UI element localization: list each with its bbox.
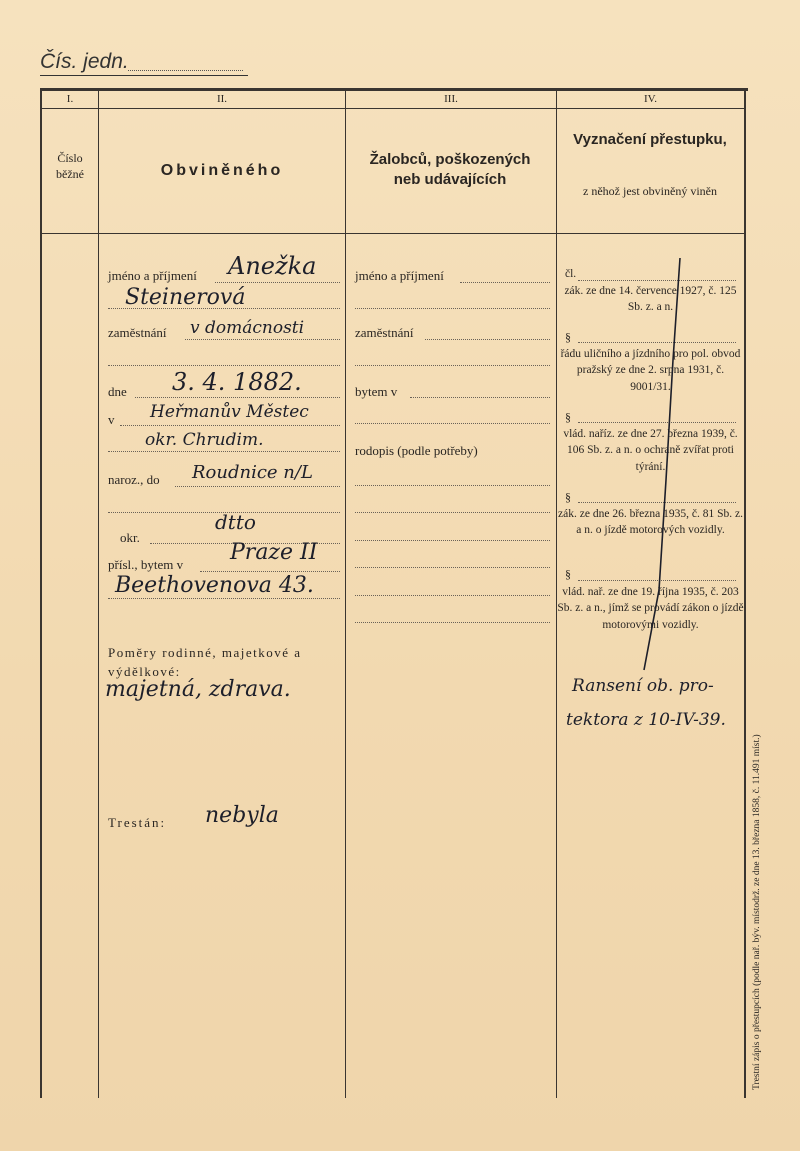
okr-label: okr. — [120, 530, 140, 545]
zamestnani-label: zaměstnání — [108, 325, 167, 340]
law-5: vlád. nař. ze dne 19. října 1935, č. 203 Sb. z. a n., jímž se provádí zákon o jízdě motorovými vozidly. — [557, 586, 744, 631]
para-4: § — [565, 567, 571, 581]
prisl-value: Praze II — [230, 540, 318, 565]
v-value-2: okr. Chrudim. — [145, 430, 264, 450]
rodopis-field-2[interactable] — [355, 512, 550, 513]
col-border-left — [40, 88, 42, 1098]
col-border-2 — [345, 88, 346, 1098]
zalobce-jmeno-label: jméno a příjmení — [355, 268, 444, 283]
zalobce-zamestnani-label: zaměstnání — [355, 325, 414, 340]
trestan-value: nebyla — [205, 803, 279, 828]
cis-jedn-underline — [40, 75, 248, 76]
dne-label: dne — [108, 384, 127, 399]
naroz-label: naroz., do — [108, 472, 160, 487]
header-vyznaceni: Vyznačení přestupku, — [573, 131, 727, 148]
prisl-label: přísl., bytem v — [108, 557, 184, 572]
header-bottom-border — [40, 233, 746, 234]
col-border-1 — [98, 88, 99, 1098]
cis-jedn-field[interactable] — [128, 70, 243, 71]
law-3: vlád. naříz. ze dne 27. března 1939, č. 106 Sb. z. a n. o ochraně zvířat proti týrání. — [563, 428, 738, 473]
cl-label: čl. — [565, 268, 577, 280]
zamestnani-field-2[interactable] — [108, 365, 340, 366]
rodopis-label: rodopis (podle potřeby) — [355, 443, 478, 458]
header-obvineneho: Obviněného — [160, 162, 284, 179]
rodopis-field-4[interactable] — [355, 567, 550, 568]
dne-value: 3. 4. 1882. — [172, 368, 302, 396]
prisl-field[interactable] — [200, 571, 340, 572]
roman-2: II. — [216, 93, 228, 105]
rodopis-field-5[interactable] — [355, 595, 550, 596]
adresa-value: Beethovenova 43. — [115, 573, 314, 598]
naroz-value: Roudnice n/L — [192, 462, 313, 483]
zalobce-jmeno-field[interactable] — [460, 282, 550, 283]
rodopis-field-6[interactable] — [355, 622, 550, 623]
law-2: řádu uličního a jízdního pro pol. obvod pražský ze dne 2. srpna 1931, č. 9001/31. — [560, 348, 741, 393]
para-2: § — [565, 410, 571, 424]
zalobce-jmeno-field-2[interactable] — [355, 308, 550, 309]
adresa-field[interactable] — [108, 598, 340, 599]
jmeno-value-2: Steinerová — [125, 285, 246, 310]
jmeno-field[interactable] — [215, 282, 340, 283]
note-line-2: tektora z 10-IV-39. — [566, 710, 726, 730]
rodopis-field-3[interactable] — [355, 540, 550, 541]
v-field[interactable] — [120, 425, 340, 426]
v-value-1: Heřmanův Městec — [150, 402, 309, 422]
roman-row-divider — [40, 108, 746, 109]
zamestnani-field[interactable] — [185, 339, 340, 340]
zalobce-zamestnani-field-2[interactable] — [355, 365, 550, 366]
zalobce-bytem-label: bytem v — [355, 384, 398, 399]
strike-mark — [556, 250, 746, 680]
roman-3: III. — [444, 93, 458, 105]
trestan-label: Trestán: — [108, 815, 167, 830]
v-field-2[interactable] — [108, 451, 340, 452]
para-1: § — [565, 330, 571, 344]
table-top-border — [40, 88, 748, 91]
side-form-caption: Trestní zápis o přestupcích (podle nař. býv. místodrž. ze dne 13. března 1858, č. 11.491 míst.) — [752, 734, 762, 1090]
naroz-field[interactable] — [175, 486, 340, 487]
jmeno-value-1: Anežka — [228, 252, 317, 280]
header-zalobcu: Žalobců, poškozených neb udávajících — [369, 151, 531, 189]
law-1: zák. ze dne 14. července 1927, č. 125 Sb. z. a n. — [564, 285, 737, 314]
zalobce-bytem-field-2[interactable] — [355, 423, 550, 424]
law-4: zák. ze dne 26. března 1935, č. 81 Sb. z. a n. o jízdě motorových vozidly. — [558, 508, 743, 537]
okr-value: dtto — [215, 510, 256, 534]
roman-4: IV. — [644, 93, 657, 105]
header-vyznaceni-sub: z něhož jest obviněný viněn — [583, 184, 717, 198]
v-label: v — [108, 412, 115, 427]
pomery-value: majetná, zdrava. — [105, 677, 291, 702]
zalobce-zamestnani-field[interactable] — [425, 339, 550, 340]
jmeno-label: jméno a příjmení — [108, 268, 197, 283]
roman-1: I. — [66, 93, 74, 105]
dne-field[interactable] — [135, 397, 340, 398]
para-3: § — [565, 490, 571, 504]
cis-jedn-label: Čís. jedn. — [40, 50, 129, 73]
header-cislo: Číslo běžné — [56, 151, 84, 182]
zalobce-bytem-field[interactable] — [410, 397, 550, 398]
pomery-label: Poměry rodinné, majetkové a výdělkové: — [108, 645, 302, 679]
note-line-1: Ransení ob. pro- — [572, 676, 714, 696]
zamestnani-value: v domácnosti — [190, 318, 305, 338]
rodopis-field-1[interactable] — [355, 485, 550, 486]
